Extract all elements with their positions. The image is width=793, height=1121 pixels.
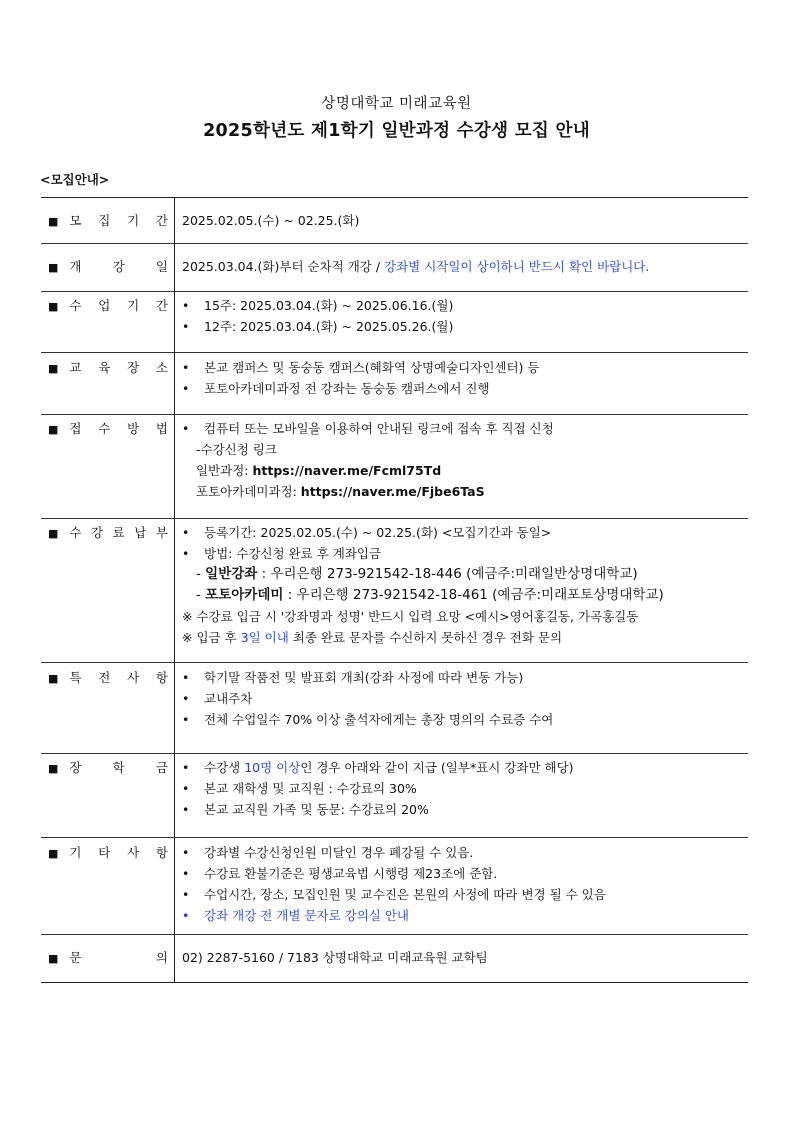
line-text: 수강료 환불기준은 평생교육법 시행령 제23조에 준함. xyxy=(204,866,498,881)
row-label xyxy=(41,754,175,838)
bullet-icon: • xyxy=(182,546,190,561)
square-bullet-icon: ■ xyxy=(48,847,59,860)
organization-name: 상명대학교 미래교육원 xyxy=(321,96,472,112)
label-char: 소 xyxy=(155,360,168,375)
bullet-icon: • xyxy=(182,760,190,775)
label-char: 사 xyxy=(127,845,140,860)
label-char: 료 xyxy=(112,525,125,540)
label-char: 업 xyxy=(98,298,111,313)
table-row xyxy=(41,935,748,983)
square-bullet-icon: ■ xyxy=(48,952,59,965)
bullet-icon: • xyxy=(182,421,190,436)
label-char: 개 xyxy=(69,259,82,274)
row-label xyxy=(41,838,175,935)
section-heading: <모집안내> xyxy=(40,172,110,187)
row-label xyxy=(41,198,175,244)
row-label xyxy=(41,663,175,754)
highlight-text: 3일 이내 xyxy=(240,630,289,645)
row-content xyxy=(175,198,749,244)
line-text: 포토아카데미과정: xyxy=(196,484,301,499)
bullet-icon: • xyxy=(182,670,190,685)
line-text-rest: 인 경우 아래와 같이 지급 (일부*표시 강좌만 해당) xyxy=(300,760,574,775)
bullet-item xyxy=(182,842,744,863)
text-line xyxy=(182,439,744,460)
line-text: 본교 캠퍼스 및 동숭동 캠퍼스(혜화역 상명예술디자인센터) 등 xyxy=(204,360,540,375)
square-bullet-icon: ■ xyxy=(48,527,59,540)
line-text: 2025.02.05.(수) ~ 02.25.(화) xyxy=(182,213,360,228)
note-line xyxy=(182,606,744,627)
label-char: 납 xyxy=(134,525,147,540)
bullet-item xyxy=(182,316,744,337)
label-char: 수 xyxy=(98,421,111,436)
row-label xyxy=(41,519,175,663)
line-text: 컴퓨터 또는 모바일을 이용하여 안내된 링크에 접속 후 직접 신청 xyxy=(204,421,554,436)
line-text: 15주: 2025.03.04.(화) ~ 2025.06.16.(월) xyxy=(204,298,454,313)
bullet-text xyxy=(204,418,554,439)
label-char: 부 xyxy=(155,525,168,540)
dash-prefix: - xyxy=(196,587,206,603)
label-char: 학 xyxy=(112,760,125,775)
bullet-item xyxy=(182,709,744,730)
bullet-item xyxy=(182,378,744,399)
row-label xyxy=(41,353,175,415)
bullet-icon: • xyxy=(182,298,190,313)
bullet-text xyxy=(204,357,539,378)
line-text: ※ 수강료 입금 시 '강좌명과 성명' 반드시 입력 요망 <예시>영어홍길동, 가곡홍길동 xyxy=(182,609,639,624)
line-text: 포토아카데미과정 전 강좌는 동숭동 캠퍼스에서 진행 xyxy=(204,381,490,396)
line-text: 학기말 작품전 및 발표회 개최(강좌 사정에 따라 변동 가능) xyxy=(204,670,524,685)
line-text: 강좌별 수강신청인원 미달인 경우 폐강될 수 있음. xyxy=(204,845,474,860)
bullet-item xyxy=(182,863,744,884)
line-text: 수강생 xyxy=(204,760,245,775)
row-content xyxy=(175,292,749,353)
label-char: 접 xyxy=(69,421,82,436)
label-char: 육 xyxy=(98,360,111,375)
row-content xyxy=(175,519,749,663)
account-line xyxy=(182,585,744,606)
text-line xyxy=(182,947,744,968)
line-text: 방법: 수강신청 완료 후 계좌입금 xyxy=(204,546,382,561)
line-text: ※ 입금 후 xyxy=(182,630,241,645)
table-row xyxy=(41,244,748,292)
square-bullet-icon: ■ xyxy=(48,672,59,685)
table-row xyxy=(41,754,748,838)
label-char: 장 xyxy=(69,760,82,775)
square-bullet-icon: ■ xyxy=(48,762,59,775)
bullet-item xyxy=(182,799,744,820)
row-label xyxy=(41,244,175,292)
bullet-text xyxy=(204,378,490,399)
bullet-item xyxy=(182,543,744,564)
bullet-item xyxy=(182,357,744,378)
square-bullet-icon: ■ xyxy=(48,362,59,375)
label-char: 항 xyxy=(155,670,168,685)
bullet-icon: • xyxy=(182,525,190,540)
bullet-icon: • xyxy=(182,845,190,860)
bullet-text xyxy=(204,709,553,730)
table-row xyxy=(41,519,748,663)
row-content xyxy=(175,754,749,838)
line-text: 전체 수업일수 70% 이상 출석자에게는 총장 명의의 수료증 수여 xyxy=(204,712,554,727)
account-info: : 우리은행 273-921542-18-461 (예금주:미래포토상명대학교) xyxy=(283,587,664,603)
bullet-icon: • xyxy=(182,802,190,817)
bullet-icon: • xyxy=(182,381,190,396)
row-content xyxy=(175,244,749,292)
highlight-text: 강좌별 시작일이 상이하니 반드시 확인 바랍니다. xyxy=(384,259,650,274)
label-char: 금 xyxy=(155,760,168,775)
line-text: 본교 교직원 가족 및 동문: 수강료의 20% xyxy=(204,802,429,817)
row-content xyxy=(175,663,749,754)
table-row xyxy=(41,292,748,353)
label-char: 수 xyxy=(69,298,82,313)
label-char: 문 xyxy=(69,950,82,965)
bullet-item xyxy=(182,295,744,316)
bullet-icon: • xyxy=(182,319,190,334)
table-row xyxy=(41,663,748,754)
note-line xyxy=(182,627,744,648)
bullet-icon: • xyxy=(182,781,190,796)
label-char: 사 xyxy=(127,670,140,685)
bullet-text xyxy=(204,543,381,564)
row-content xyxy=(175,838,749,935)
text-line xyxy=(182,481,744,502)
account-line xyxy=(182,564,744,585)
table-row xyxy=(41,198,748,244)
bullet-text xyxy=(204,316,453,337)
bullet-item xyxy=(182,688,744,709)
text-line xyxy=(182,210,744,231)
bullet-text xyxy=(204,884,606,905)
line-text: 02) 2287-5160 / 7183 상명대학교 미래교육원 교학팀 xyxy=(182,950,488,965)
bullet-text xyxy=(204,778,417,799)
label-char: 기 xyxy=(69,845,82,860)
line-text: 12주: 2025.03.04.(화) ~ 2025.05.26.(월) xyxy=(204,319,454,334)
bullet-text xyxy=(204,799,429,820)
bullet-text xyxy=(204,667,523,688)
label-char: 모 xyxy=(69,213,82,228)
label-char: 강 xyxy=(112,259,125,274)
label-char: 장 xyxy=(127,360,140,375)
bullet-icon: • xyxy=(182,887,190,902)
square-bullet-icon: ■ xyxy=(48,300,59,313)
line-text: 수업시간, 장소, 모집인원 및 교수진은 본원의 사정에 따라 변경 될 수 있음 xyxy=(204,887,606,902)
label-char: 법 xyxy=(155,421,168,436)
bullet-item xyxy=(182,667,744,688)
bullet-icon: • xyxy=(182,908,190,923)
label-char: 기 xyxy=(127,298,140,313)
bullet-icon: • xyxy=(182,691,190,706)
bullet-item xyxy=(182,522,744,543)
account-type: 일반강좌 xyxy=(205,566,258,582)
square-bullet-icon: ■ xyxy=(48,261,59,274)
line-text: 등록기간: 2025.02.05.(수) ~ 02.25.(화) <모집기간과 동일> xyxy=(204,525,552,540)
bullet-text xyxy=(204,688,252,709)
line-text: 일반과정: xyxy=(196,463,253,478)
table-row xyxy=(41,838,748,935)
label-char: 의 xyxy=(155,950,168,965)
link-url: https://naver.me/Fjbe6TaS xyxy=(300,484,485,499)
text-line xyxy=(182,256,744,277)
bullet-item xyxy=(182,884,744,905)
bullet-item xyxy=(182,418,744,439)
label-char: 일 xyxy=(155,259,168,274)
table-row xyxy=(41,415,748,519)
document-title: 2025학년도 제1학기 일반과정 수강생 모집 안내 xyxy=(203,121,590,141)
label-char: 기 xyxy=(127,213,140,228)
label-char: 방 xyxy=(127,421,140,436)
highlight-text: 강좌 개강 전 개별 문자로 강의실 안내 xyxy=(204,908,409,923)
line-text: 2025.03.04.(화)부터 순차적 개강 / xyxy=(182,259,385,274)
bullet-text xyxy=(204,863,497,884)
bullet-item xyxy=(182,905,744,926)
row-label xyxy=(41,415,175,519)
label-char: 간 xyxy=(155,298,168,313)
row-content xyxy=(175,353,749,415)
bullet-text xyxy=(204,757,574,778)
bullet-item xyxy=(182,757,744,778)
account-type: 포토아카데미 xyxy=(205,587,284,603)
line-text: 본교 재학생 및 교직원 : 수강료의 30% xyxy=(204,781,417,796)
highlight-text: 10명 이상 xyxy=(244,760,301,775)
bullet-text xyxy=(204,295,453,316)
label-char: 특 xyxy=(69,670,82,685)
link-url: https://naver.me/Fcml75Td xyxy=(252,463,442,478)
row-content xyxy=(175,415,749,519)
bullet-icon: • xyxy=(182,866,190,881)
bullet-text xyxy=(204,522,551,543)
dash-prefix: - xyxy=(196,566,206,582)
row-label xyxy=(41,292,175,353)
line-text: 교내주차 xyxy=(204,691,253,706)
square-bullet-icon: ■ xyxy=(48,423,59,436)
bullet-text xyxy=(204,842,473,863)
label-char: 수 xyxy=(69,525,82,540)
line-text: -수강신청 링크 xyxy=(196,442,277,457)
bullet-icon: • xyxy=(182,712,190,727)
account-info: : 우리은행 273-921542-18-446 (예금주:미래일반상명대학교) xyxy=(257,566,638,582)
label-char: 전 xyxy=(98,670,111,685)
line-text-rest: 최종 완료 문자를 수신하지 못하신 경우 전화 문의 xyxy=(288,630,563,645)
label-char: 항 xyxy=(155,845,168,860)
label-char: 교 xyxy=(69,360,82,375)
square-bullet-icon: ■ xyxy=(48,215,59,228)
bullet-item xyxy=(182,778,744,799)
row-label xyxy=(41,935,175,983)
bullet-text xyxy=(204,905,409,926)
table-row xyxy=(41,353,748,415)
label-char: 강 xyxy=(91,525,104,540)
label-char: 타 xyxy=(98,845,111,860)
bullet-icon: • xyxy=(182,360,190,375)
text-line xyxy=(182,460,744,481)
label-char: 집 xyxy=(98,213,111,228)
row-content xyxy=(175,935,749,983)
info-table xyxy=(41,197,748,983)
label-char: 간 xyxy=(155,213,168,228)
